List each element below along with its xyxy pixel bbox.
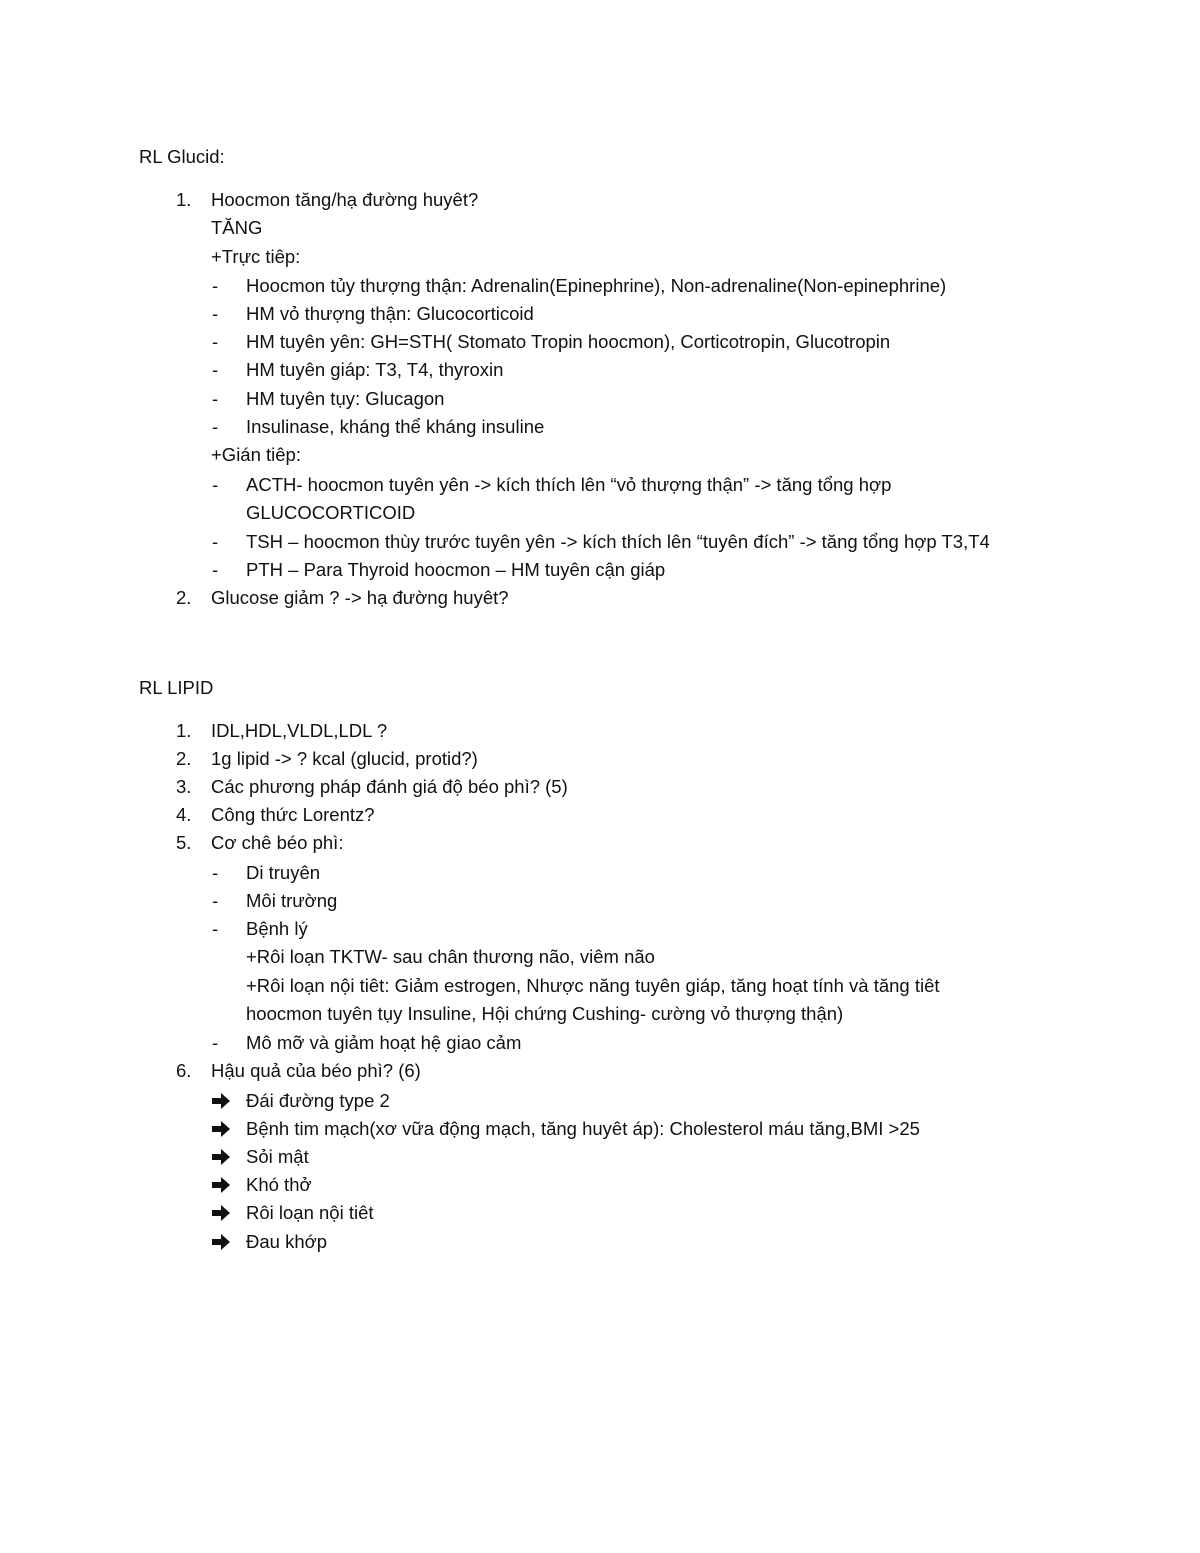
list-item: Bệnh tim mạch(xơ vữa động mạch, tăng huyêt áp): Cholesterol máu tăng,BMI >25 — [246, 1118, 920, 1139]
list-number: 2. — [176, 587, 192, 608]
sub-label-direct: +Trực tiêp: — [211, 246, 301, 267]
list-number: 2. — [176, 748, 192, 769]
sub-label-indirect: +Gián tiêp: — [211, 444, 301, 465]
arrow-right-icon — [212, 1199, 230, 1227]
dash-bullet: - — [212, 331, 219, 352]
dash-bullet: - — [212, 918, 219, 939]
arrow-right-icon — [212, 1228, 230, 1256]
sub-heading: TĂNG — [211, 217, 263, 238]
list-item: HM tuyên yên: GH=STH( Stomato Tropin hoocmon), Corticotropin, Glucotropin — [246, 331, 891, 352]
list-item: HM tuyên tụy: Glucagon — [246, 388, 445, 409]
dash-bullet: - — [212, 359, 219, 380]
list-item: 1g lipid -> ? kcal (glucid, protid?) — [211, 748, 478, 769]
list-item: Di truyên — [246, 862, 321, 883]
list-item: Sỏi mật — [246, 1146, 309, 1167]
arrow-right-icon — [212, 1171, 230, 1199]
list-item: ACTH- hoocmon tuyên yên -> kích thích lên “vỏ thượng thận” -> tăng tổng hợp — [246, 474, 892, 495]
list-item: Công thức Lorentz? — [211, 804, 375, 825]
list-item: Cơ chê béo phì: — [211, 832, 344, 853]
arrow-right-icon — [212, 1087, 230, 1115]
list-item: Đái đường type 2 — [246, 1090, 390, 1111]
list-item: HM vỏ thượng thận: Glucocorticoid — [246, 303, 534, 324]
list-item: Hậu quả của béo phì? (6) — [211, 1060, 421, 1081]
list-item: TSH – hoocmon thùy trước tuyên yên -> kích thích lên “tuyên đích” -> tăng tổng hợp T3,T4 — [246, 531, 990, 552]
section-heading-lipid: RL LIPID — [139, 677, 214, 698]
list-number: 1. — [176, 720, 192, 741]
dash-bullet: - — [212, 275, 219, 296]
list-item-continuation: GLUCOCORTICOID — [246, 502, 416, 523]
dash-bullet: - — [212, 1032, 219, 1053]
list-item: Hoocmon tăng/hạ đường huyêt? — [211, 189, 479, 210]
list-item: Mô mỡ và giảm hoạt hệ giao cảm — [246, 1032, 522, 1053]
list-number: 3. — [176, 776, 192, 797]
section-heading-glucid: RL Glucid: — [139, 146, 225, 167]
arrow-right-icon — [212, 1115, 230, 1143]
list-item: Insulinase, kháng thể kháng insuline — [246, 416, 545, 437]
dash-bullet: - — [212, 474, 219, 495]
arrow-right-icon — [212, 1143, 230, 1171]
list-item-continuation: +Rôi loạn TKTW- sau chân thương não, viêm não — [246, 946, 655, 967]
list-item: Glucose giảm ? -> hạ đường huyêt? — [211, 587, 509, 608]
dash-bullet: - — [212, 890, 219, 911]
dash-bullet: - — [212, 559, 219, 580]
list-item: Khó thở — [246, 1174, 312, 1195]
list-item: HM tuyên giáp: T3, T4, thyroxin — [246, 359, 504, 380]
list-item: PTH – Para Thyroid hoocmon – HM tuyên cận giáp — [246, 559, 666, 580]
list-number: 5. — [176, 832, 192, 853]
list-number: 6. — [176, 1060, 192, 1081]
dash-bullet: - — [212, 531, 219, 552]
list-number: 1. — [176, 189, 192, 210]
list-item: Đau khớp — [246, 1231, 328, 1252]
list-item-continuation: +Rôi loạn nội tiêt: Giảm estrogen, Nhược năng tuyên giáp, tăng hoạt tính và tăng tiêt — [246, 975, 940, 996]
list-item: IDL,HDL,VLDL,LDL ? — [211, 720, 388, 741]
dash-bullet: - — [212, 388, 219, 409]
list-item: Môi trường — [246, 890, 338, 911]
list-item: Bệnh lý — [246, 918, 308, 939]
dash-bullet: - — [212, 416, 219, 437]
list-number: 4. — [176, 804, 192, 825]
list-item-continuation: hoocmon tuyên tụy Insuline, Hội chứng Cushing- cường vỏ thượng thận) — [246, 1003, 844, 1024]
list-item: Rôi loạn nội tiêt — [246, 1202, 374, 1223]
list-item: Các phương pháp đánh giá độ béo phì? (5) — [211, 776, 568, 797]
list-item: Hoocmon tủy thượng thận: Adrenalin(Epinephrine), Non-adrenaline(Non-epinephrine) — [246, 275, 947, 296]
dash-bullet: - — [212, 303, 219, 324]
dash-bullet: - — [212, 862, 219, 883]
